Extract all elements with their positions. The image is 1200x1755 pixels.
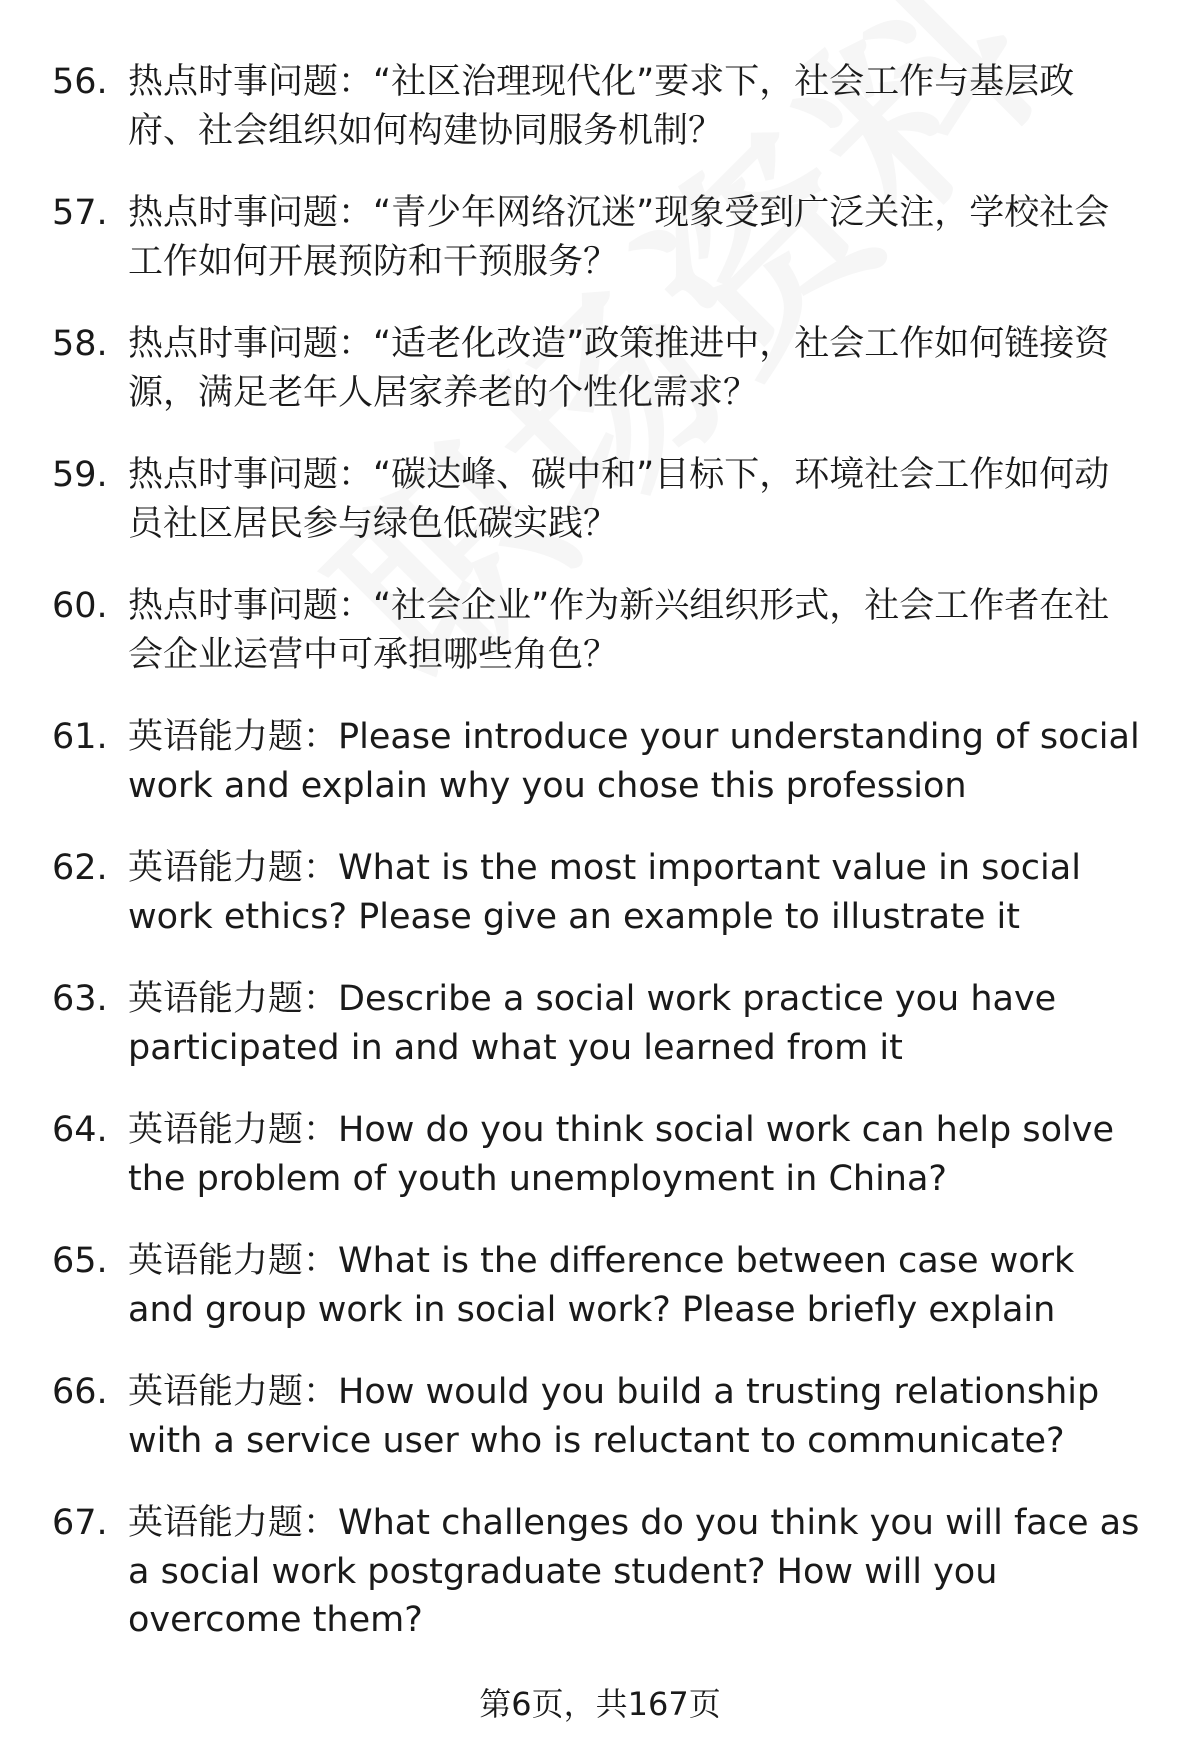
question-number: 60. [52,586,108,626]
question-number: 63. [52,979,108,1019]
question-text: 英语能力题：How would you build a trusting relationship with a service user who is reluctant to communicate? [128,1372,1100,1461]
question-item [0,451,1200,548]
question-text: 热点时事问题：“青少年网络沉迷”现象受到广泛关注，学校社会工作如何开展预防和干预服务？ [128,193,1110,282]
question-text: 英语能力题：Please introduce your understanding of social work and explain why you chose this profession [128,717,1140,806]
question-item [0,58,1200,155]
question-item [0,320,1200,417]
question-item [0,975,1200,1072]
question-item [0,189,1200,286]
question-text: 热点时事问题：“社区治理现代化”要求下，社会工作与基层政府、社会组织如何构建协同服务机制？ [128,62,1075,151]
question-item [0,582,1200,679]
page-footer [0,1680,1200,1728]
question-number: 56. [52,62,108,102]
question-text: 英语能力题：What is the most important value in social work ethics? Please give an example to illustrate it [128,848,1081,937]
question-text: 热点时事问题：“碳达峰、碳中和”目标下，环境社会工作如何动员社区居民参与绿色低碳实践？ [128,455,1110,544]
question-item [0,1237,1200,1334]
question-text: 热点时事问题：“社会企业”作为新兴组织形式，社会工作者在社会企业运营中可承担哪些角色？ [128,586,1110,675]
question-text: 英语能力题：How do you think social work can help solve the problem of youth unemployment in China? [128,1110,1115,1199]
question-text: 英语能力题：What is the difference between case work and group work in social work? Please briefly explain [128,1241,1075,1330]
question-number: 64. [52,1110,108,1150]
question-item [0,1368,1200,1465]
question-number: 59. [52,455,108,495]
question-item [0,713,1200,810]
question-number: 67. [52,1503,108,1543]
page-number-label: 第6页，共167页 [479,1685,721,1723]
question-list [0,58,1200,1679]
question-number: 58. [52,324,108,364]
question-text: 英语能力题：Describe a social work practice you have participated in and what you learned from it [128,979,1057,1068]
question-text: 热点时事问题：“适老化改造”政策推进中，社会工作如何链接资源，满足老年人居家养老的个性化需求？ [128,324,1110,413]
question-number: 57. [52,193,108,233]
question-item [0,844,1200,941]
question-number: 66. [52,1372,108,1412]
question-item [0,1106,1200,1203]
question-item [0,1499,1200,1645]
question-number: 65. [52,1241,108,1281]
question-number: 62. [52,848,108,888]
question-text: 英语能力题：What challenges do you think you will face as a social work postgraduate student? How will you overcome them? [128,1503,1140,1640]
question-number: 61. [52,717,108,757]
